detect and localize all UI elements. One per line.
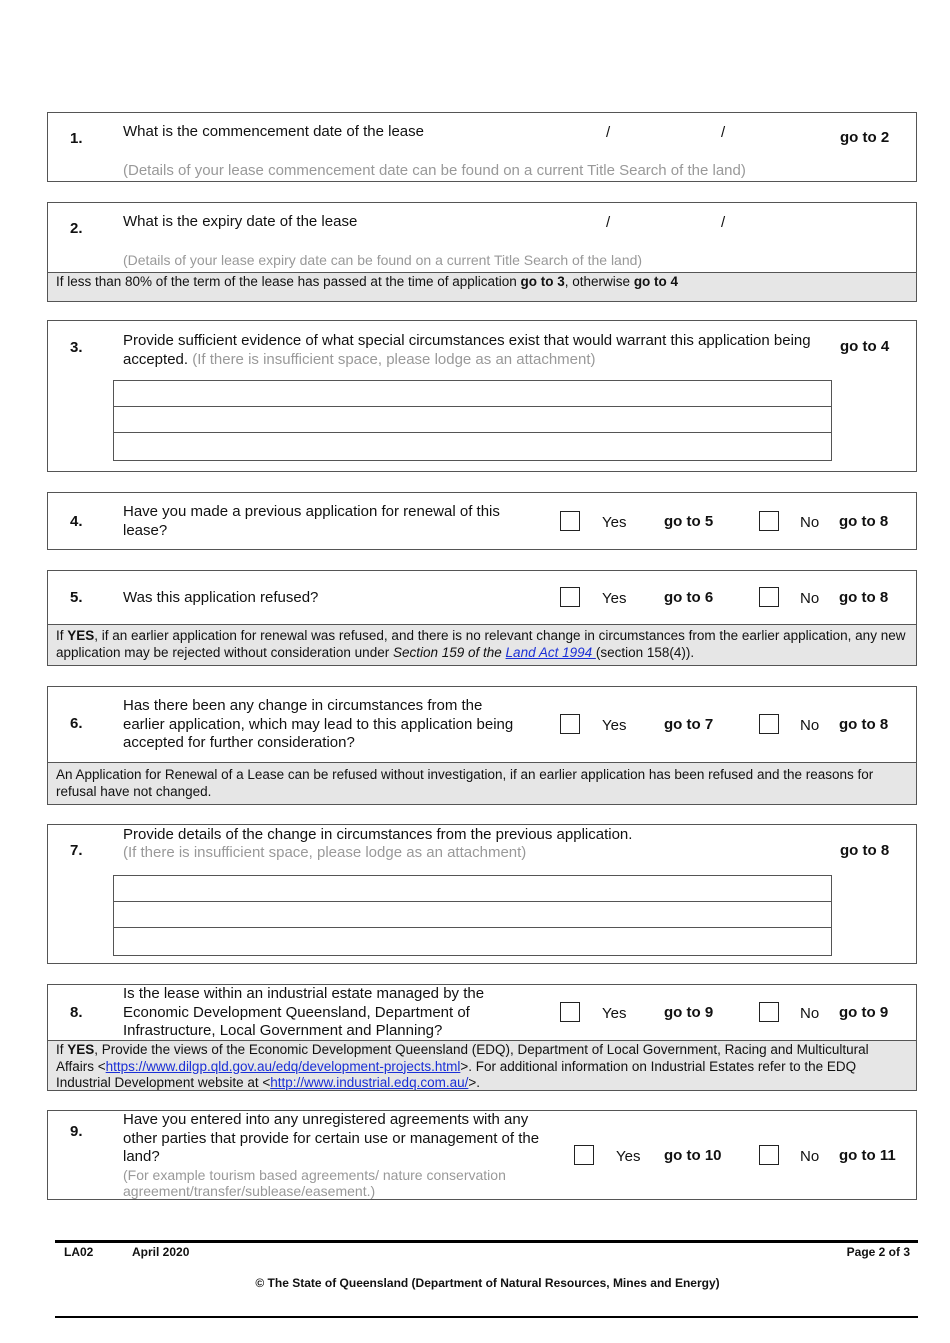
answer-lines[interactable] — [113, 875, 832, 956]
question-text: Have you entered into any unregistered agreements with any other parties that provide for certain use or management of the land? — [123, 1111, 540, 1165]
no-checkbox[interactable] — [759, 587, 779, 607]
goto-label: go to 4 — [840, 338, 890, 355]
question-6 — [47, 686, 917, 804]
goto-label: go to 2 — [840, 129, 890, 146]
no-goto: go to 8 — [839, 589, 889, 606]
question-number: 1. — [70, 130, 83, 147]
question-text: Have you made a previous application for renewal of this lease? — [123, 503, 500, 539]
question-text: Provide details of the change in circumstances from the previous application. — [123, 826, 633, 843]
no-label: No — [800, 717, 820, 734]
yes-goto: go to 5 — [664, 513, 714, 530]
yes-checkbox[interactable] — [560, 1002, 580, 1022]
date-separator: / — [606, 214, 611, 231]
info-note: An Application for Renewal of a Lease can be refused without investigation, if an earlier application has been refused and the reasons for refusal have not changed. — [47, 762, 917, 805]
land-act-link[interactable]: Land Act 1994 — [505, 644, 596, 660]
question-number: 9. — [70, 1123, 83, 1140]
answer-lines[interactable] — [113, 380, 832, 461]
date-separator: / — [721, 124, 726, 141]
question-text: What is the commencement date of the lease — [123, 123, 424, 140]
footer-bottom-line — [55, 1316, 918, 1318]
question-2 — [47, 202, 917, 301]
form-date: April 2020 — [132, 1245, 190, 1259]
info-note: If less than 80% of the term of the lease has passed at the time of application go to 3, otherwise go to 4 — [47, 272, 917, 302]
question-hint: (If there is insufficient space, please lodge as an attachment) — [123, 844, 527, 861]
form-code: LA02 — [64, 1245, 94, 1259]
no-label: No — [800, 1005, 820, 1022]
yes-goto: go to 7 — [664, 716, 714, 733]
question-number: 2. — [70, 220, 83, 237]
question-text: What is the expiry date of the lease — [123, 213, 358, 230]
info-note: If YES, if an earlier application for renewal was refused, and there is no relevant change in circumstances from the earlier application, any new application may be rejected without consideration under Section 159 of the Land Act 1994 (section 158(4)). — [47, 624, 917, 666]
no-checkbox[interactable] — [759, 511, 779, 531]
question-number: 6. — [70, 715, 83, 732]
question-5 — [47, 570, 917, 665]
question-text: Has there been any change in circumstances from the earlier application, which may lead to this application being accepted for further consideration? — [123, 697, 514, 751]
yes-goto: go to 10 — [664, 1147, 722, 1164]
no-label: No — [800, 1148, 820, 1165]
no-goto: go to 9 — [839, 1004, 889, 1021]
question-number: 3. — [70, 339, 83, 356]
question-9 — [47, 1110, 917, 1200]
yes-checkbox[interactable] — [560, 511, 580, 531]
footer-divider — [55, 1240, 918, 1243]
question-text: Was this application refused? — [123, 589, 319, 606]
question-text: Provide sufficient evidence of what special circumstances exist that would warrant this application being accepted. (If there is insufficient space, please lodge as an attachment) — [123, 332, 811, 368]
question-8 — [47, 984, 917, 1090]
yes-checkbox[interactable] — [574, 1145, 594, 1165]
question-4 — [47, 492, 917, 550]
no-checkbox[interactable] — [759, 1002, 779, 1022]
no-label: No — [800, 514, 820, 531]
yes-goto: go to 6 — [664, 589, 714, 606]
edq-projects-link[interactable]: https://www.dilgp.qld.gov.au/edq/development-projects.html — [105, 1058, 461, 1074]
question-number: 5. — [70, 589, 83, 606]
question-number: 7. — [70, 842, 83, 859]
no-goto: go to 8 — [839, 716, 889, 733]
yes-label: Yes — [616, 1148, 641, 1165]
no-label: No — [800, 590, 820, 607]
date-separator: / — [721, 214, 726, 231]
question-number: 4. — [70, 513, 83, 530]
edq-industrial-link[interactable]: http://www.industrial.edq.com.au/ — [270, 1075, 469, 1090]
no-goto: go to 8 — [839, 513, 889, 530]
question-7 — [47, 824, 917, 964]
copyright: © The State of Queensland (Department of Natural Resources, Mines and Energy) — [255, 1276, 720, 1290]
yes-label: Yes — [602, 1005, 627, 1022]
question-text: Is the lease within an industrial estate managed by the Economic Development Queensland, Department of Infrastructure, Local Government and Planning? — [123, 985, 485, 1039]
no-checkbox[interactable] — [759, 714, 779, 734]
date-separator: / — [606, 124, 611, 141]
info-note: If YES, Provide the views of the Economic Development Queensland (EDQ), Department of Local Government, Racing and Multicultural Affairs <https://www.dilgp.qld.gov.au/edq/development-projects.html>. For additional information on Industrial Estates refer to the EDQ Industrial Development website at <http://www.industrial.edq.com.au/>. — [47, 1040, 917, 1091]
yes-label: Yes — [602, 590, 627, 607]
yes-checkbox[interactable] — [560, 714, 580, 734]
question-number: 8. — [70, 1004, 83, 1021]
yes-label: Yes — [602, 717, 627, 734]
question-3 — [47, 320, 917, 472]
page-number: Page 2 of 3 — [846, 1245, 910, 1259]
question-1 — [47, 112, 917, 182]
no-goto: go to 11 — [839, 1147, 896, 1164]
question-hint: (Details of your lease expiry date can be found on a current Title Search of the land) — [123, 252, 643, 268]
yes-goto: go to 9 — [664, 1004, 714, 1021]
yes-checkbox[interactable] — [560, 587, 580, 607]
question-hint: (Details of your lease commencement date can be found on a current Title Search of the land) — [123, 162, 746, 179]
no-checkbox[interactable] — [759, 1145, 779, 1165]
question-hint: (For example tourism based agreements/ nature conservation agreement/transfer/sublease/easement.) — [123, 1167, 506, 1199]
goto-label: go to 8 — [840, 842, 890, 859]
yes-label: Yes — [602, 514, 627, 531]
